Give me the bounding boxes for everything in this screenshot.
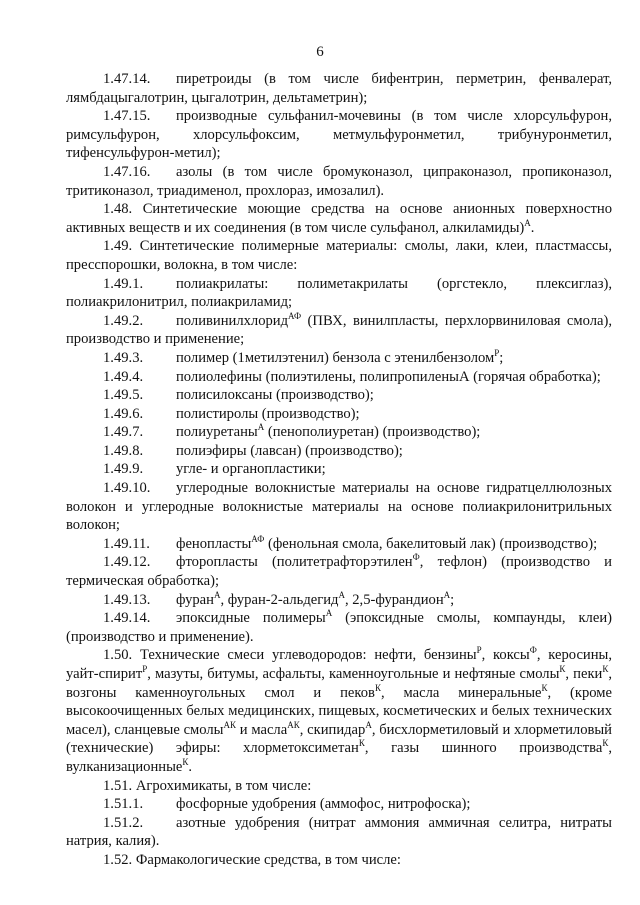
clause-text: , вулканизационные: [66, 740, 612, 775]
clause-text: 1.52. Фармакологические средства, в том числе:: [103, 851, 401, 868]
clause-text: азотные удобрения (нитрат аммония аммичная селитра, нитраты натрия, калия).: [66, 814, 612, 850]
clause-text: полимер (1метилэтенил) бензола с этенилбензолом: [176, 349, 495, 366]
sub-clause: [66, 312, 612, 349]
sub-clause: [66, 460, 612, 479]
clause-text: .: [530, 219, 535, 236]
clause-number: 1.49.14.: [103, 610, 151, 627]
hazard-mark: К: [374, 682, 381, 693]
sub-clause: [66, 795, 612, 814]
clause-number: 1.49.2.: [103, 312, 144, 329]
clause-text: полистиролы (производство);: [176, 405, 360, 422]
sub-clause: [66, 442, 612, 461]
clause-number: 1.51.1.: [103, 796, 144, 813]
clause-text: , 2,5-фурандион: [344, 591, 444, 608]
clause-number: 1.49.11.: [103, 535, 150, 552]
hazard-mark: АФ: [251, 533, 265, 544]
clause-text: и масла: [236, 721, 288, 738]
hazard-mark: А: [365, 719, 372, 730]
sub-clause: [66, 553, 612, 590]
hazard-mark: А: [213, 589, 221, 600]
hazard-mark: К: [541, 682, 548, 693]
clause-number: 1.49.7.: [103, 424, 144, 441]
clause-text: , мазуты, битумы, асфальты, каменноугольные и нефтяные смолы: [147, 666, 560, 682]
clause-text: полиакрилаты: полиметакрилаты (оргстекло, плексиглаз), полиакрилонитрил, полиакриламид;: [66, 275, 612, 311]
sub-clause: [66, 814, 612, 851]
clause-text: 1.48. Синтетические моющие средства на основе анионных поверхностно активных веществ и их соединения (в том числе сульфанол, алкиламиды): [66, 201, 612, 236]
clause-text: (фенольная смола, бакелитовый лак) (производство);: [264, 535, 598, 552]
hazard-mark: Р: [494, 347, 500, 358]
clause-text: полиэфиры (лавсан) (производство);: [176, 442, 403, 459]
sub-clause: [66, 368, 612, 387]
clause-text: , тефлон) (производство и термическая обработка);: [66, 554, 612, 590]
clause-text: фторопласты (политетрафторэтилен: [176, 554, 413, 571]
hazard-mark: А: [257, 422, 265, 433]
sub-clause: [66, 275, 612, 312]
clause-number: 1.49.1.: [103, 275, 144, 292]
hazard-mark: К: [602, 738, 609, 749]
sub-clause: [66, 479, 612, 535]
clause-text: полиуретаны: [176, 424, 258, 441]
clause-number: 1.49.3.: [103, 349, 144, 366]
clause-number: 1.49.13.: [103, 591, 151, 608]
clause-text: фенопласты: [176, 535, 252, 552]
clause-text: (ПВХ, винилпласты, перхлорвиниловая смола), производство и применение;: [66, 312, 612, 348]
clause-text: эпоксидные полимеры: [176, 610, 326, 627]
clause-text: , керосины, уайт-спирит: [66, 647, 612, 682]
clause-text: , (кроме высокоочищенных белых медицинских, пищевых, косметических и белых технических масел), сланцевые смолы: [66, 684, 613, 738]
hazard-mark: А: [524, 217, 531, 228]
clause-text: угле- и органопластики;: [176, 461, 326, 478]
clause-text: фуран: [176, 591, 214, 608]
sub-clause: [66, 591, 612, 610]
clause-number: 1.49.9.: [103, 461, 144, 478]
hazard-mark: А: [443, 589, 451, 600]
clause-text: поливинилхлорид: [176, 312, 289, 329]
clause-text: ;: [450, 591, 455, 608]
clause-text: , фуран-2-альдегид: [220, 591, 339, 608]
clause-text: .: [188, 758, 193, 775]
clause-text: , коксы: [481, 647, 530, 664]
hazard-mark: Ф: [412, 552, 420, 563]
clause: [66, 851, 612, 870]
clause-text: углеродные волокнистые материалы на основе гидратцеллюлозных волокон и углеродные волокнистые материалы на основе полиакрилонитрильных волокон;: [66, 480, 612, 534]
page-number: 6: [316, 44, 324, 60]
clause-text: , бисхлорметиловый и хлорметиловый (технические) эфиры: хлорметоксиметан: [66, 721, 612, 757]
clause-number: 1.49.10.: [103, 480, 151, 497]
clause-text: полисилоксаны (производство);: [176, 387, 374, 404]
clause-number: 1.47.16.: [103, 163, 151, 180]
hazard-mark: Ф: [529, 645, 537, 656]
hazard-mark: АК: [287, 719, 300, 730]
sub-clause: [66, 163, 612, 200]
clause: [66, 777, 612, 796]
document-body: [66, 70, 612, 870]
hazard-mark: А: [338, 589, 345, 600]
sub-clause: [66, 405, 612, 424]
sub-clause: [66, 349, 612, 368]
clause-number: 1.47.14.: [103, 71, 151, 87]
clause-text: 1.51. Агрохимикаты, в том числе:: [103, 777, 312, 794]
clause-text: 1.50. Технические смеси углеводородов: нефти, бензины: [103, 647, 477, 664]
hazard-mark: К: [182, 756, 189, 767]
clause-text: , пеки: [565, 666, 603, 682]
clause-text: , возгоны каменноугольных смол и пеков: [66, 666, 613, 701]
clause-text: азолы (в том числе бромуконазол, ципраконазол, пропиконазол, тритиконазол, триадименол, прохлораз, имозалил).: [66, 163, 612, 199]
clause-number: 1.51.2.: [103, 814, 144, 831]
hazard-mark: К: [602, 664, 609, 674]
clause-number: 1.49.12.: [103, 554, 151, 571]
clause-number: 1.49.4.: [103, 368, 144, 385]
clause-text: фосфорные удобрения (аммофос, нитрофоска);: [176, 796, 471, 813]
sub-clause: [66, 535, 612, 554]
clause-text: ;: [499, 349, 504, 366]
clause-number: 1.49.6.: [103, 405, 144, 422]
hazard-mark: Р: [142, 664, 148, 674]
clause-text: (эпоксидные смолы, компаунды, клеи) (производство и применение).: [66, 610, 612, 645]
clause-text: , скипидар: [299, 721, 366, 738]
hazard-mark: АК: [223, 719, 236, 730]
clause-number: 1.49.8.: [103, 442, 144, 459]
sub-clause: [66, 70, 612, 107]
clause: [66, 200, 612, 237]
sub-clause: [66, 386, 612, 405]
hazard-mark: АФ: [288, 310, 302, 321]
clause: [66, 237, 612, 274]
clause-text: , масла минеральные: [380, 684, 542, 701]
clause-text: (пенополиуретан) (производство);: [264, 424, 481, 441]
hazard-mark: А: [325, 608, 333, 619]
hazard-mark: Р: [476, 645, 482, 656]
clause-number: 1.47.15.: [103, 108, 151, 125]
clause-text: пиретроиды (в том числе бифентрин, перметрин, фенвалерат, лямбдацыгалотрин, цыгалотрин, дельтаметрин);: [66, 71, 612, 106]
clause-text: производные сульфанил-мочевины (в том числе хлорсульфурон, римсульфурон, хлорсульфоксим, метмульфуронметил, трибунуронметил, тифенсульфурон-метил);: [66, 108, 612, 162]
hazard-mark: К: [559, 664, 566, 674]
clause-text: полиолефины (полиэтилены, полипропиленыА (горячая обработка);: [176, 368, 601, 385]
clause-text: 1.49. Синтетические полимерные материалы: смолы, лаки, клеи, пластмассы, пресспорошки, волокна, в том числе:: [66, 238, 612, 273]
clause: [66, 646, 612, 776]
hazard-mark: К: [358, 738, 365, 749]
sub-clause: [66, 609, 612, 646]
sub-clause: [66, 107, 612, 163]
clause-number: 1.49.5.: [103, 387, 144, 404]
sub-clause: [66, 423, 612, 442]
clause-text: , газы шинного производства: [364, 740, 603, 757]
